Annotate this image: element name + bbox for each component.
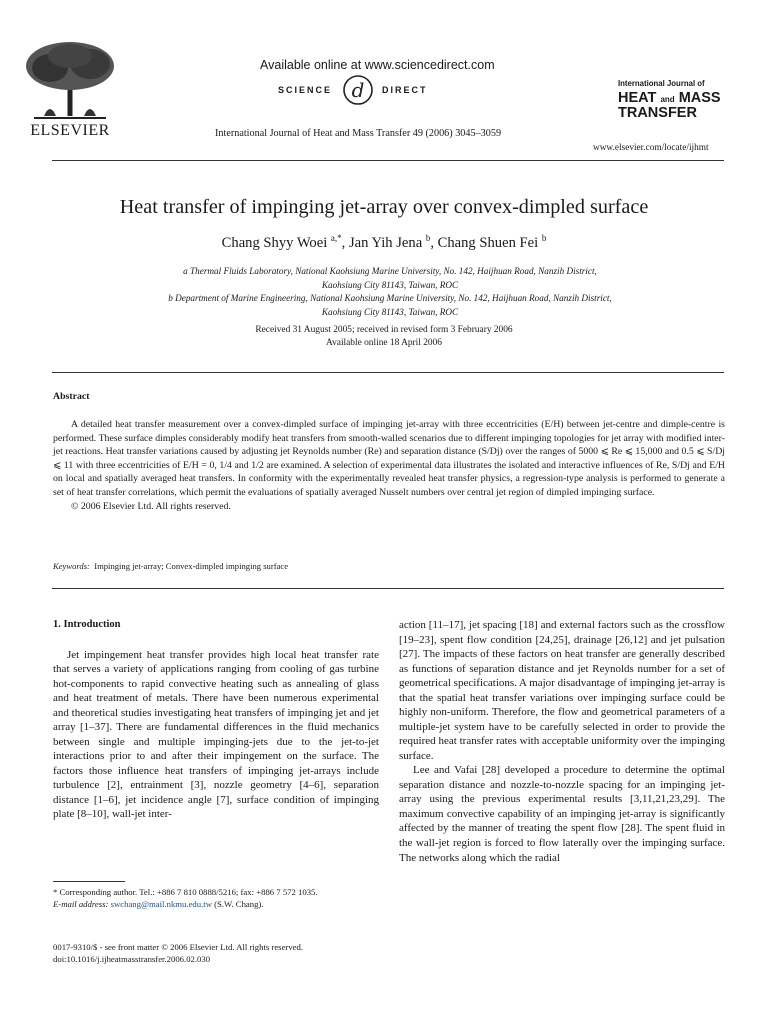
journal-logo <box>618 80 721 121</box>
journal-url[interactable]: www.elsevier.com/locate/ijhmt <box>593 143 709 153</box>
journal-logo-line1: International Journal of <box>618 79 705 88</box>
available-online[interactable]: Available online at www.sciencedirect.com <box>260 58 495 72</box>
header-rule <box>52 160 724 161</box>
keywords-line: Keywords: Impinging jet-array; Convex-dimpled impinging surface <box>53 561 289 571</box>
abstract-paragraph: A detailed heat transfer measurement over a convex-dimpled surface of impinging jet-array with three eccentricities (E/H) between jet-centre and dimple-centre is performed. These surface dimples considerably modify heat transfers from smooth-walled scenarios due to different impinging topologies for jet array with modified inter-jet reactions. Heat transfer variations caused by adjusting jet Reynolds number (Re) and separation distance (S/Dj) over the ranges of 5000 ⩽ Re ⩽ 15,000 and 0.5 ⩽ S/Dj ⩽ 11 with three eccentricities of E/H = 0, 1/4 and 1/2 are examined. A selection of experimental data illustrates the isolated and interactive influences of Re, S/Dj and E/H on local and spatially averaged heat transfers. In conformity with the experimentally revealed heat transfer physics, a regression-type analysis is performed to generate a set of heat transfer correlations, which permit the evaluations of spatially averaged Nusselt numbers over central jet region of dimpled impinging surface. <box>53 419 725 498</box>
sd-direct-text: DIRECT <box>382 85 428 95</box>
journal-citation: International Journal of Heat and Mass Transfer 49 (2006) 3045–3059 <box>215 128 502 139</box>
received-dates: Received 31 August 2005; received in revised form 3 February 2006 <box>255 325 513 335</box>
corresponding-author: * Corresponding author. Tel.: +886 7 810 0888/5216; fax: +886 7 572 1035. <box>53 887 318 897</box>
email-line: E-mail address: swchang@mail.nkmu.edu.tw (S.W. Chang). <box>53 899 264 910</box>
front-matter <box>53 941 303 966</box>
abstract-copyright: © 2006 Elsevier Ltd. All rights reserved. <box>71 500 231 512</box>
section-heading: 1. Introduction <box>53 619 121 630</box>
title-rule <box>52 372 724 373</box>
online-date: Available online 18 April 2006 <box>326 338 442 348</box>
affiliation-b: b Department of Marine Engineering, National Kaohsiung Marine University, No. 142, Haijhuan Road, Nanzih District, Kaohsiung City 81143, Taiwan, ROC <box>168 293 612 317</box>
footnote <box>53 886 381 911</box>
journal-logo-line3: TRANSFER <box>618 105 697 122</box>
intro-paragraph-1-cont: action [11–17], jet spacing [18] and external factors such as the crossflow [19–23], spent flow condition [24,25], drainage [26,12] and jet pulsation [27]. The impacts of these factors on heat transfer are generally described as functions of separation distance and jet Reynolds number for a set of geometrical specifications. A major disadvantage of impinging jet-array is that the spatial heat transfer variations over impinging surface could be highly non-uniform. Therefore, the flow and geometrical parameters of a multiple-jet system have to be carefully selected in order to provide the required heat transfer rates with acceptable uniformity over the impinging surface. <box>399 619 725 762</box>
sciencedirect-logo[interactable] <box>278 76 468 110</box>
publisher-name: ELSEVIER <box>30 122 110 139</box>
issn-line: 0017-9310/$ - see front matter © 2006 Elsevier Ltd. All rights reserved. <box>53 942 304 952</box>
affiliation-a: a Thermal Fluids Laboratory, National Kaohsiung Marine University, No. 142, Haijhuan Road, Nanzih District, Kaohsiung City 81143, Taiwan, ROC <box>183 266 597 290</box>
article-title: Heat transfer of impinging jet-array over convex-dimpled surface <box>119 196 649 218</box>
author-list: Chang Shyy Woei $^{a,*}$, Jan Yih Jena $^b$, Chang Shuen Fei $^b$ <box>221 233 547 251</box>
intro-paragraph-1: Jet impingement heat transfer provides high local heat transfer rate that serves a variety of applications ranging from cooling of gas turbine hot-components to rapid convective heating such as annealing of glass and heat treatment of metals. There have been numerous experimental and theoretical studies investigating heat transfers of impinging jet and jet array [1–37]. There are fundamental differences in the fluid mechanics between single and multiple impinging-jets due to the jet-to-jet interactions prior to and after their impingement on the surface. The factors those influence heat transfers of impinging jet-arrays include turbulence [2], entrainment [3], nozzle geometry [4–6], separation distance [1–6], jet incidence angle [7], surface condition of impinging plate [8–10], wall-jet inter- <box>53 648 379 821</box>
abstract-rule <box>52 588 724 589</box>
abstract-heading: Abstract <box>53 391 90 402</box>
sd-science-text: SCIENCE <box>278 85 333 95</box>
right-column <box>399 618 725 865</box>
email-link[interactable]: swchang@mail.nkmu.edu.tw <box>110 899 212 910</box>
journal-logo-line2: HEAT and MASS <box>618 89 721 106</box>
left-column <box>53 618 379 822</box>
doi-line[interactable]: doi:10.1016/j.ijheatmasstransfer.2006.02.030 <box>53 954 211 965</box>
svg-text:d: d <box>351 78 365 102</box>
footnote-rule <box>53 881 125 882</box>
sd-at-icon <box>340 72 376 108</box>
intro-paragraph-2: Lee and Vafai [28] developed a procedure to determine the optimal separation distance and nozzle-to-nozzle spacing for an impinging jet-array using the previous experimental results [3,11,21,23,29]. The maximum convective capability of an impinging jet-array is significantly affected by the manner of treating the spent flow [28]. The spent fluid in the wall-jet region is forced to flow laterally over the impinging surface. The networks along which the radial <box>399 764 725 864</box>
abstract-body <box>53 418 725 513</box>
